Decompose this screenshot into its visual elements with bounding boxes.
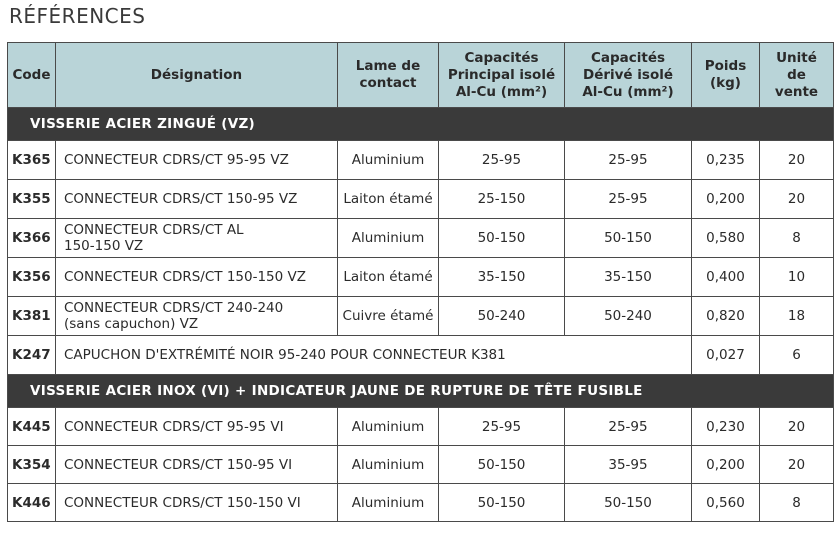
- header-poids-line1: Poids: [704, 58, 747, 74]
- cell-designation: CONNECTEUR CDRS/CT 150-95 VI: [56, 446, 338, 484]
- cell-code: K381: [8, 297, 56, 336]
- cell-lame: Aluminium: [338, 446, 439, 484]
- cell-cap-principal: 35-150: [439, 258, 565, 297]
- header-designation: Désignation: [56, 43, 338, 108]
- header-capacite-principal: [439, 43, 565, 108]
- cell-designation-line2: (sans capuchon) VZ: [64, 316, 199, 332]
- header-poids: [692, 43, 760, 108]
- cell-cap-principal: 50-240: [439, 297, 565, 336]
- header-capacite-derive: [565, 43, 692, 108]
- section-row: [8, 108, 834, 141]
- cell-code: K355: [8, 180, 56, 219]
- cell-poids: 0,400: [692, 258, 760, 297]
- table-row: [8, 297, 834, 336]
- cell-code: K354: [8, 446, 56, 484]
- cell-cap-principal: 25-150: [439, 180, 565, 219]
- header-cap-p-line1: Capacités: [464, 49, 539, 66]
- cell-code: K446: [8, 484, 56, 522]
- header-cap-d-line1: Capacités: [590, 49, 666, 66]
- cell-poids: 0,200: [692, 180, 760, 219]
- cell-cap-derive: 25-95: [565, 408, 692, 446]
- cell-designation: CONNECTEUR CDRS/CT 150-95 VZ: [56, 180, 338, 219]
- cell-poids: 0,230: [692, 408, 760, 446]
- cell-cap-principal: 50-150: [439, 219, 565, 258]
- header-cap-p-line2: Principal isolé: [447, 66, 556, 83]
- cell-designation: CAPUCHON D'EXTRÉMITÉ NOIR 95-240 POUR CONNECTEUR K381: [56, 336, 692, 375]
- cell-lame: Aluminium: [338, 219, 439, 258]
- cell-cap-derive: 25-95: [565, 141, 692, 180]
- cell-unite: 18: [760, 297, 834, 336]
- cell-code: K445: [8, 408, 56, 446]
- header-row: [8, 43, 834, 108]
- header-unite: [760, 43, 834, 108]
- cell-cap-derive: 50-150: [565, 484, 692, 522]
- header-cap-d-line2: Dérivé isolé: [582, 66, 674, 83]
- section-row: [8, 375, 834, 408]
- cell-cap-derive: 25-95: [565, 180, 692, 219]
- header-poids-line2: (kg): [710, 75, 741, 91]
- header-cap-d-line3: Al-Cu (mm²): [582, 83, 674, 100]
- table-row: [8, 219, 834, 258]
- cell-cap-derive: 50-150: [565, 219, 692, 258]
- cell-poids: 0,235: [692, 141, 760, 180]
- cell-code: K356: [8, 258, 56, 297]
- cell-code: K366: [8, 219, 56, 258]
- cell-designation-line2: 150-150 VZ: [64, 238, 144, 254]
- page-title: RÉFÉRENCES: [9, 4, 146, 28]
- cell-unite: 6: [760, 336, 834, 375]
- header-lame-line1: Lame de: [355, 58, 421, 74]
- cell-designation: [56, 297, 338, 336]
- table-row: [8, 141, 834, 180]
- cell-unite: 20: [760, 180, 834, 219]
- cell-lame: Aluminium: [338, 141, 439, 180]
- cell-poids: 0,027: [692, 336, 760, 375]
- references-table: [7, 42, 834, 522]
- cell-cap-derive: 50-240: [565, 297, 692, 336]
- header-lame: [338, 43, 439, 108]
- cell-unite: 10: [760, 258, 834, 297]
- header-cap-p-line3: Al-Cu (mm²): [455, 83, 548, 100]
- header-lame-line2: contact: [359, 75, 417, 91]
- cell-designation: CONNECTEUR CDRS/CT 150-150 VI: [56, 484, 338, 522]
- section-title: VISSERIE ACIER ZINGUÉ (VZ): [8, 108, 834, 141]
- cell-unite: 8: [760, 484, 834, 522]
- header-unite-line2: de vente: [774, 66, 819, 100]
- cell-lame: Laiton étamé: [338, 180, 439, 219]
- table-row: [8, 484, 834, 522]
- cell-code: K247: [8, 336, 56, 375]
- cell-poids: 0,200: [692, 446, 760, 484]
- section-title: VISSERIE ACIER INOX (VI) + INDICATEUR JAUNE DE RUPTURE DE TÊTE FUSIBLE: [8, 375, 834, 408]
- cell-code: K365: [8, 141, 56, 180]
- table-row: [8, 408, 834, 446]
- table-row: [8, 258, 834, 297]
- table-row: [8, 446, 834, 484]
- cell-unite: 8: [760, 219, 834, 258]
- cell-designation-line1: CONNECTEUR CDRS/CT 240-240: [64, 300, 284, 316]
- cell-cap-principal: 25-95: [439, 141, 565, 180]
- cell-designation: CONNECTEUR CDRS/CT 95-95 VI: [56, 408, 338, 446]
- cell-designation-line1: CONNECTEUR CDRS/CT AL: [64, 222, 244, 238]
- header-unite-line1: Unité: [776, 49, 817, 66]
- cell-designation: CONNECTEUR CDRS/CT 95-95 VZ: [56, 141, 338, 180]
- cell-unite: 20: [760, 141, 834, 180]
- cell-lame: Cuivre étamé: [338, 297, 439, 336]
- cell-cap-principal: 25-95: [439, 408, 565, 446]
- cell-poids: 0,560: [692, 484, 760, 522]
- cell-cap-derive: 35-95: [565, 446, 692, 484]
- cell-unite: 20: [760, 408, 834, 446]
- cell-lame: Aluminium: [338, 484, 439, 522]
- cell-designation: CONNECTEUR CDRS/CT 150-150 VZ: [56, 258, 338, 297]
- cell-designation: [56, 219, 338, 258]
- header-code: Code: [8, 43, 56, 108]
- cell-unite: 20: [760, 446, 834, 484]
- cell-cap-derive: 35-150: [565, 258, 692, 297]
- cell-lame: Aluminium: [338, 408, 439, 446]
- cell-cap-principal: 50-150: [439, 446, 565, 484]
- cell-lame: Laiton étamé: [338, 258, 439, 297]
- cell-cap-principal: 50-150: [439, 484, 565, 522]
- table-row: [8, 336, 834, 375]
- cell-poids: 0,820: [692, 297, 760, 336]
- table-row: [8, 180, 834, 219]
- cell-poids: 0,580: [692, 219, 760, 258]
